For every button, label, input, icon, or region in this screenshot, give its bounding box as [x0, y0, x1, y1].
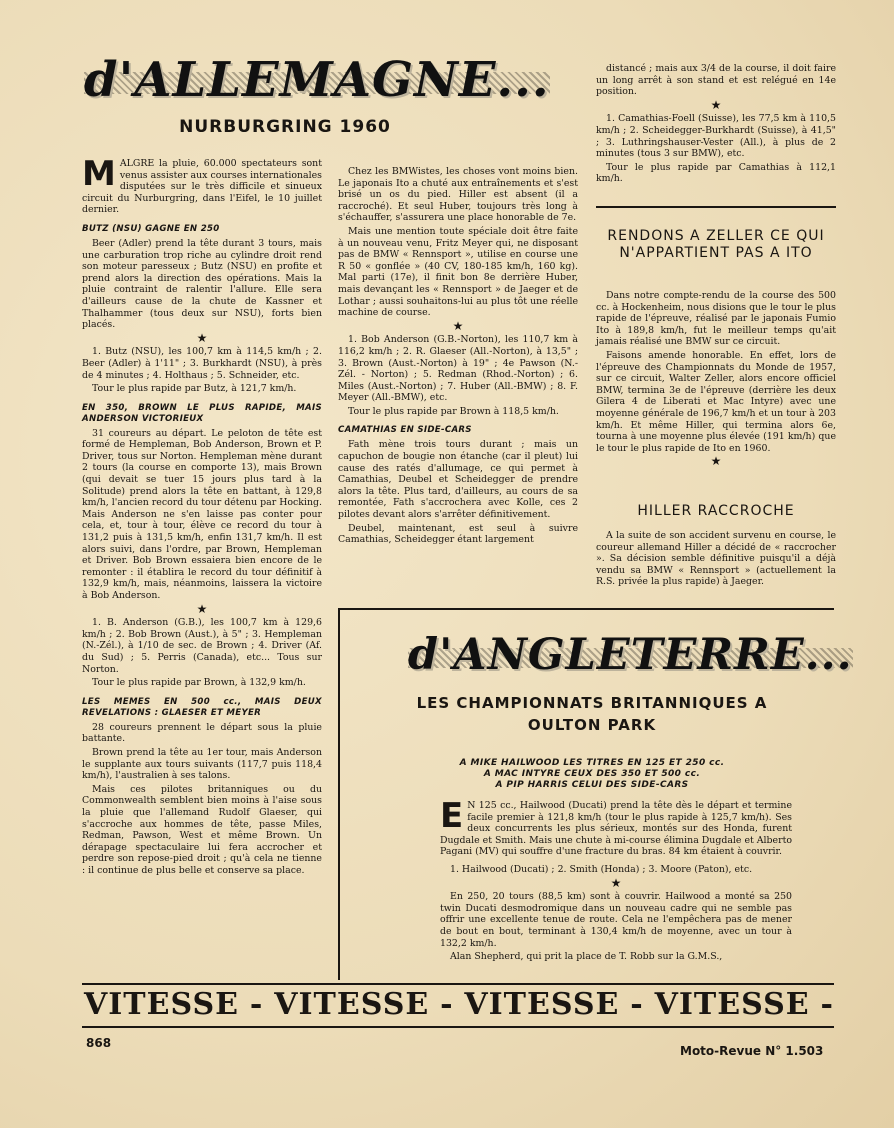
divider-rule: [596, 206, 836, 208]
banner-separator: -: [249, 987, 264, 1022]
article-paragraph: 1. Bob Anderson (G.B.-Norton), les 110,7 km à 116,2 km/h ; 2. R. Glaeser (All.-Norton), à 13,5" ; 3. Brown (Aust.-Norton) à 19" ; 4e Pawson (N.-Zél. - Norton) ; 5. Redman (Rhod.-Norton) ; 6. Miles (Aust.-Norton) ; 7. Huber (All.-BMW) ; 8. F. Meyer (All.-BMW), etc.: [338, 334, 578, 404]
ito-article: [596, 290, 836, 470]
article-paragraph: 1. B. Anderson (G.B.), les 100,7 km à 129,6 km/h ; 2. Bob Brown (Aust.), à 5" ; 3. Hempleman (N.-Zél.), à 1/10 de sec. de Brown ; 4. Driver (Af. du Sud) ; 5. Perris (Canada), etc... Tous sur Norton.: [82, 617, 322, 675]
ito-paragraph-2: Faisons amende honorable. En effet, lors de l'épreuve des Championnats du Monde de 1957, sur ce circuit, Walter Zeller, alors encore officiel BMW, termina 3e de l'épreuve (derrière les deux Gilera 4 de Liberati et Mac Intyre) avec une moyenne générale de 196,7 km/h et un tour à 203 km/h. Et même Hiller, qui termina alors 6e, tourna à une moyenne plus élevée (191 km/h) que le tour le plus rapide de Ito en 1960.: [596, 349, 836, 454]
section-subheading: BUTZ (NSU) GAGNE EN 250: [82, 223, 220, 234]
article-paragraph: 31 coureurs au départ. Le peloton de tête est formé de Hempleman, Bob Anderson, Brown et P. Driver, tous sur Norton. Hempleman mène durant 2 tours (la course en comporte 13), mais Brown (qui devait se tuer 15 jours plus tard à la Solitude) prend alors la tête en battant, à 129,8 km/h, l'ancien record du tour détenu par Hocking. Mais Anderson ne s'en laisse pas conter pour cela, et, tour à tour, élève ce record du tour à 131,2 puis à 131,5 km/h, enfin 131,7 km/h. Il est alors suivi, dans l'ordre, par Brown, Hempleman et Driver. Bob Brown essaiera bien encore de le remonter : il établira le record du tour définitif à 132,9 km/h, mais, néanmoins, laissera la victoire à Bob Anderson.: [82, 427, 322, 601]
england-title: d'ANGLETERRE...: [408, 630, 853, 680]
section-subheading: LES MEMES EN 500 cc., MAIS DEUX REVELATIONS : GLAESER ET MEYER: [82, 696, 322, 718]
england-heading-line-1: LES CHAMPIONNATS BRITANNIQUES A: [416, 694, 768, 712]
star-separator: ★: [196, 601, 208, 616]
star-separator: ★: [196, 330, 208, 345]
article-paragraph: Mais ces pilotes britanniques ou du Commonwealth semblent bien moins à l'aise sous la pluie que l'allemand Rudolf Glaeser, qui s'accroche aux hommes de tête, passe Miles, Redman, Pawson, West et même Brown. Un dérapage spectaculaire lui fera accrocher et perdre son repose-pied droit ; qu'à cela ne tienne : il continue de plus belle et conserve sa place.: [82, 783, 322, 876]
lead-text: ALGRE la pluie, 60.000 spectateurs sont venus assister aux courses internationales disputées sur le très difficile et sinueux circuit du Nurburgring, dans l'Eifel, le 10 juillet dernier.: [82, 158, 322, 216]
article-paragraph: Tour le plus rapide par Brown, à 132,9 km/h.: [92, 677, 306, 689]
england-lead-text: N 125 cc., Hailwood (Ducati) prend la tête dès le départ et termine facile premier à 121,8 km/h (tour le plus rapide à 125,7 km/h). Ses deux concurrents les plus sérieux, montés sur des Honda, furent Dugdale et Smith. Mais une chute à mi-course élimina Dugdale et Alberto Pagani (MV) qui souffre d'une fracture du bras. 84 km étaient à couvrir.: [440, 800, 792, 858]
article-paragraph: Chez les BMWistes, les choses vont moins bien. Le japonais Ito a chuté aux entraînements et s'est brisé un os du pied. Hiller est absent (il a raccroché). Et seul Huber, toujours très long à s'échauffer, s'assurera une place honorable de 7e.: [338, 166, 578, 224]
england-article: [440, 796, 792, 965]
banner-bottom-rule: [82, 1026, 834, 1028]
article-paragraph: Deubel, maintenant, est seul à suivre Camathias, Scheidegger étant largement: [338, 522, 578, 546]
article-paragraph: Tour le plus rapide par Camathias à 112,1 km/h.: [596, 161, 836, 185]
lead-paragraph: [82, 154, 322, 216]
england-subtitle-2: A MAC INTYRE CEUX DES 350 ET 500 cc.: [483, 769, 701, 779]
article-paragraph: distancé ; mais aux 3/4 de la course, il doit faire un long arrêt à son stand et est relégué en 14e position.: [596, 63, 836, 98]
drop-cap: M: [82, 154, 116, 194]
article-paragraph: 1. Camathias-Foell (Suisse), les 77,5 km à 110,5 km/h ; 2. Scheidegger-Burkhardt (Suisse), à 41,5" ; 3. Luthringshauser-Vester (All.), à plus de 2 minutes (tous 3 sur BMW), etc.: [596, 113, 836, 160]
germany-column-2: [338, 166, 578, 548]
banner-separator: -: [630, 987, 644, 1022]
hiller-heading: HILLER RACCROCHE: [637, 503, 795, 519]
article-paragraph: 1. Butz (NSU), les 100,7 km à 114,5 km/h ; 2. Beer (Adler) à 1'11" ; 3. Burkhardt (NSU), à près de 4 minutes ; 4. Holthaus ; 5. Schneider, etc.: [82, 346, 322, 381]
germany-column-1: [82, 154, 322, 878]
publication-name: Moto-Revue N° 1.503: [680, 1044, 824, 1058]
banner-word: VITESSE: [654, 987, 810, 1022]
germany-subtitle: NURBURGRING 1960: [179, 117, 391, 137]
article-paragraph: Brown prend la tête au 1er tour, mais Anderson le supplante aux tours suivants (117,7 puis 118,4 km/h), l'australien à ses talons.: [82, 746, 322, 782]
article-paragraph: Mais une mention toute spéciale doit être faite à un nouveau venu, Fritz Meyer qui, ne disposant pas de BMW « Rennsport », utilise en course une R 50 « gonflée » (40 CV, 180-185 km/h, 160 kg). Mal parti (17e), il finit bon 8e derrière Huber, mais devançant les « Rennsport » de Jaeger et de Lothar ; aussi souhaitons-lui au plus tôt une réelle machine de course.: [338, 225, 578, 319]
england-250-paragraph: En 250, 20 tours (88,5 km) sont à couvrir. Hailwood a monté sa 250 twin Ducati desmodromique dans un nouveau cadre qui ne semble pas offrir une excellente tenue de route. Cela ne l'empêchera pas de mener de bout en bout, terminant à 130,4 km/h de moyenne, avec un tour à 132,2 km/h.: [440, 891, 792, 949]
england-subtitle-1: A MIKE HAILWOOD LES TITRES EN 125 ET 250 cc.: [459, 758, 725, 768]
vitesse-banner: [84, 987, 834, 1022]
england-box-left-rule: [338, 608, 340, 980]
germany-title: d'ALLEMAGNE...: [84, 52, 550, 108]
article-paragraph: 28 coureurs prennent le départ sous la pluie battante.: [82, 721, 322, 745]
banner-separator: -: [440, 987, 454, 1022]
article-paragraph: Tour le plus rapide par Butz, à 121,7 km/h.: [92, 383, 297, 395]
drop-cap: E: [440, 796, 464, 836]
england-box-top-rule: [338, 608, 834, 610]
star-separator: ★: [610, 875, 622, 890]
england-lead: [440, 796, 792, 858]
page-number: 868: [86, 1036, 112, 1050]
article-paragraph: Fath mène trois tours durant ; mais un capuchon de bougie non étanche (car il pleut) lui cause des ratés d'allumage, ce qui permet à Camathias, Deubel et Scheidegger de prendre alors la tête. Plus tard, d'ailleurs, au cours de sa remontée, Fath s'accrochera avec Kolle, ces 2 pilotes devant alors s'arrêter définitivement.: [338, 439, 578, 521]
ito-paragraph-1: Dans notre compte-rendu de la course des 500 cc. à Hockenheim, nous disions que le tour le plus rapide de l'épreuve, réalisé par le japonais Fumio Ito à 189,8 km/h, fut le meilleur temps qu'ait jamais réalisé une BMW sur ce circuit.: [596, 290, 836, 348]
hiller-article: [596, 530, 836, 590]
article-paragraph: Beer (Adler) prend la tête durant 3 tours, mais une carburation trop riche au cylindre droit rend son moteur paresseux ; Butz (NSU) en profite et prend alors la direction des opérations. Mais la pluie contraint de ralentir l'allure. Elle sera d'ailleurs cause de la chute de Kassner et Thalhammer (tous deux sur NSU), forts bien placés.: [82, 237, 322, 331]
germany-column-3: [596, 63, 836, 187]
star-separator: ★: [452, 318, 464, 333]
england-subtitle-3: A PIP HARRIS CELUI DES SIDE-CARS: [495, 780, 689, 790]
banner-word: VITESSE: [84, 987, 240, 1022]
banner-word: VITESSE: [464, 987, 620, 1022]
england-result: 1. Hailwood (Ducati) ; 2. Smith (Honda) ; 3. Moore (Paton), etc.: [450, 863, 753, 875]
ito-heading: RENDONS A ZELLER CE QUI N'APPARTIENT PAS A ITO: [607, 228, 825, 261]
england-heading: [352, 692, 832, 736]
banner-separator: -: [820, 987, 834, 1022]
england-last-paragraph: Alan Shepherd, qui prit la place de T. Robb sur la G.M.S.,: [450, 951, 723, 963]
england-heading-line-2: OULTON PARK: [527, 716, 657, 734]
banner-word: VITESSE: [274, 987, 430, 1022]
article-paragraph: Tour le plus rapide par Brown à 118,5 km/h.: [348, 405, 559, 417]
hiller-paragraph: A la suite de son accident survenu en course, le coureur allemand Hiller a décidé de « raccrocher ». Sa décision semble définitive puisqu'il a déjà vendu sa BMW « Rennsport » (actuellement la R.S. privée la plus rapide) à Jaeger.: [596, 530, 836, 588]
star-separator: ★: [710, 97, 722, 112]
england-subtitles: [352, 758, 832, 791]
section-subheading: EN 350, BROWN LE PLUS RAPIDE, MAIS ANDERSON VICTORIEUX: [82, 402, 322, 424]
star-separator: ★: [710, 454, 722, 469]
banner-top-rule: [82, 983, 834, 985]
section-subheading: CAMATHIAS EN SIDE-CARS: [338, 425, 472, 436]
